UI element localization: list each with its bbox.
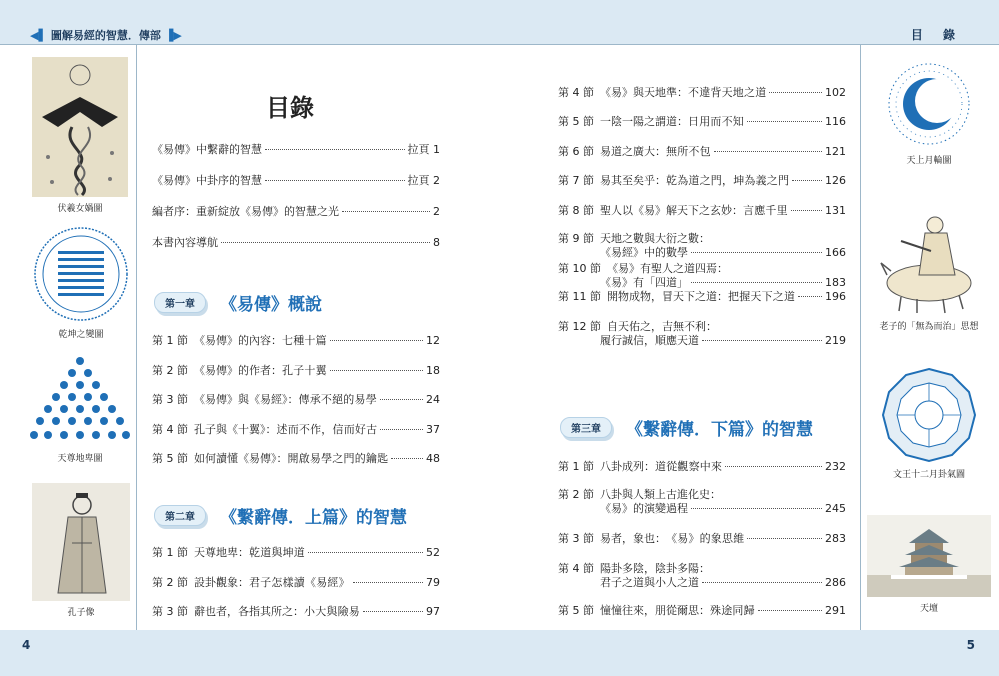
section-title: 憧憧往來，朋從爾思： <box>600 604 710 617</box>
toc-section[interactable] <box>152 452 440 466</box>
section-title: 易其至矣乎： <box>600 174 666 187</box>
section-number: 第 2 節 <box>152 364 188 377</box>
section-number: 第 2 節 <box>152 576 188 589</box>
leader-dots <box>714 151 822 152</box>
page-ref: 286 <box>825 576 846 589</box>
section-title: 開物成物，冒天下之道： <box>607 290 728 303</box>
section-subtitle: 七種十篇 <box>282 334 327 347</box>
caption-fuxi-nuwa: 伏羲女媧圖 <box>57 204 103 214</box>
section-title: 目 錄 <box>910 28 963 42</box>
section-number: 第 1 節 <box>152 546 188 559</box>
book-title-text: 圖解易經的智慧．傳部 <box>50 29 161 42</box>
toc-section[interactable] <box>152 605 440 619</box>
page-ref: 121 <box>825 145 846 158</box>
toc-section[interactable] <box>152 546 440 560</box>
section-number: 第 4 節 <box>152 423 188 436</box>
heaven-earth-triangle-icon <box>28 353 132 447</box>
page-ref: 196 <box>825 290 846 303</box>
fuxi-nuwa-image-icon <box>32 57 128 197</box>
section-title-line2: 履行誠信，順應天道 <box>600 334 699 347</box>
footer-band <box>0 630 999 676</box>
section-number: 第 5 節 <box>152 452 188 465</box>
section-title: 一陰一陽之謂道： <box>600 115 688 128</box>
section-number: 第 1 節 <box>152 334 188 347</box>
leader-dots <box>691 508 822 509</box>
section-subtitle: 君子怎樣讀《易經》 <box>249 576 350 589</box>
temple-of-heaven-photo-icon <box>867 515 991 597</box>
section-title: 《易》與天地準： <box>600 86 688 99</box>
page-ref: 291 <box>825 604 846 617</box>
toc-item[interactable]: 編者序：重新綻放《易傳》的智慧之光 2 <box>152 205 440 218</box>
toc-section[interactable] <box>558 86 846 100</box>
moon-diagram-icon <box>879 59 979 149</box>
header-rule <box>0 44 999 45</box>
section-title: 孔子與《十翼》： <box>194 423 277 436</box>
page-ref: 283 <box>825 532 846 545</box>
page-ref: 232 <box>825 460 846 473</box>
page-ref: 131 <box>825 204 846 217</box>
toc-section[interactable] <box>558 174 846 188</box>
toc-section[interactable] <box>558 232 846 260</box>
section-number: 第 3 節 <box>152 605 188 618</box>
section-subtitle: 不違背天地之道 <box>688 86 767 99</box>
section-number: 第 10 節 <box>558 262 601 275</box>
page-ref: 12 <box>426 334 440 347</box>
section-title: 天尊地卑： <box>194 546 249 559</box>
page-ref: 79 <box>426 576 440 589</box>
section-subtitle: 道從觀察中來 <box>655 460 723 473</box>
caption-temple: 天壇 <box>919 604 938 614</box>
section-title: 陽卦多陰，陰卦多陽： <box>600 562 710 575</box>
page-ref: 183 <box>825 276 846 289</box>
page-ref: 245 <box>825 502 846 515</box>
section-title: 聖人以《易》解天下之玄妙： <box>600 204 743 217</box>
leader-dots <box>691 252 822 253</box>
section-number: 第 2 節 <box>558 488 594 501</box>
leader-dots <box>330 370 423 371</box>
section-number: 第 8 節 <box>558 204 594 217</box>
page-ref: 219 <box>825 334 846 347</box>
section-title: 易者，象也： <box>600 532 666 545</box>
qiankun-diagram-icon <box>32 225 130 323</box>
figure-qiankun <box>32 225 130 340</box>
figure-moon <box>879 59 979 166</box>
leader-dots <box>330 340 423 341</box>
leader-dots <box>758 610 822 611</box>
leader-dots <box>380 399 423 400</box>
section-title: 《易傳》與《易經》： <box>194 393 299 406</box>
caption-confucius: 孔子像 <box>67 608 95 618</box>
toc-item[interactable]: 本書內容導航 8 <box>152 236 440 249</box>
chapter-badge: 第二章 <box>154 505 206 526</box>
chapter-heading-3[interactable] <box>560 415 813 440</box>
figure-temple <box>867 515 991 614</box>
leader-dots <box>747 538 822 539</box>
page-ref: 97 <box>426 605 440 618</box>
section-title: 《易》有聖人之道四焉： <box>607 262 728 275</box>
wenwang-dodecagon-icon <box>881 367 977 463</box>
leader-dots <box>691 282 822 283</box>
chapter-heading-1[interactable] <box>154 290 322 315</box>
section-number: 第 1 節 <box>558 460 594 473</box>
toc-section[interactable] <box>152 393 440 407</box>
toc-section[interactable] <box>152 364 440 378</box>
section-subtitle: 傳承不絕的易學 <box>298 393 377 406</box>
laozi-ox-image-icon <box>871 205 987 315</box>
figure-laozi <box>871 205 987 332</box>
toc-section[interactable] <box>558 460 846 474</box>
toc-section[interactable] <box>558 115 846 129</box>
toc-section[interactable] <box>152 576 440 590</box>
caption-wenwang: 文王十二月卦氣圖 <box>892 470 965 480</box>
left-sidebar <box>0 45 137 630</box>
section-subtitle: 無所不包 <box>666 145 711 158</box>
caption-qiankun: 乾坤之變圖 <box>58 330 104 340</box>
section-title: 八卦成列： <box>600 460 655 473</box>
page-title: 目錄 <box>266 93 314 122</box>
leader-dots <box>798 296 822 297</box>
page-number-right: 5 <box>966 638 975 652</box>
book-title <box>30 27 182 43</box>
chapter-title: 《繫辭傳．上篇》的智慧 <box>220 508 407 528</box>
section-subtitle: 述而不作，信而好古 <box>276 423 378 436</box>
toc-section[interactable] <box>558 562 846 590</box>
leader-dots <box>791 210 822 211</box>
page-ref: 24 <box>426 393 440 406</box>
page-ref: 126 <box>825 174 846 187</box>
page-ref: 37 <box>426 423 440 436</box>
figure-confucius <box>32 483 130 618</box>
leader-dots <box>769 92 822 93</box>
toc-section[interactable] <box>558 488 846 516</box>
leader-dots <box>702 582 822 583</box>
section-title: 辭也者，各指其所之： <box>194 605 304 618</box>
section-number: 第 5 節 <box>558 115 594 128</box>
section-title-line2: 《易》有「四道」 <box>600 276 688 289</box>
right-sidebar <box>860 45 997 630</box>
section-subtitle: 把握天下之道 <box>728 290 796 303</box>
section-subtitle: 乾為道之門，坤為義之門 <box>666 174 790 187</box>
section-subtitle: 言應千里 <box>743 204 788 217</box>
leader-dots <box>792 180 822 181</box>
section-number: 第 3 節 <box>558 532 594 545</box>
page-ref: 52 <box>426 546 440 559</box>
section-title-line2: 《易》的演變過程 <box>600 502 688 515</box>
figure-fuxi-nuwa <box>32 57 128 214</box>
section-subtitle: 殊途同歸 <box>710 604 755 617</box>
section-number: 第 4 節 <box>558 86 594 99</box>
toc-section[interactable] <box>152 423 440 437</box>
page-ref: 48 <box>426 452 440 465</box>
toc-section[interactable] <box>152 334 440 348</box>
confucius-portrait-icon <box>32 483 130 601</box>
section-number: 第 6 節 <box>558 145 594 158</box>
toc-section[interactable] <box>558 204 846 218</box>
chapter-title: 《易傳》概說 <box>220 295 322 315</box>
section-number: 第 9 節 <box>558 232 594 245</box>
leader-dots <box>702 340 822 341</box>
section-title-line2: 君子之道與小人之道 <box>600 576 699 589</box>
page-ref: 102 <box>825 86 846 99</box>
leader-dots <box>747 121 822 122</box>
section-title: 八卦與人類上古進化史： <box>600 488 721 501</box>
toc-section[interactable] <box>558 290 846 304</box>
toc-section[interactable] <box>558 320 846 348</box>
toc-section[interactable] <box>558 145 846 159</box>
section-number: 第 5 節 <box>558 604 594 617</box>
caption-heaven-earth: 天尊地卑圖 <box>57 454 103 464</box>
leader-dots <box>391 458 423 459</box>
section-title: 設卦觀象： <box>194 576 249 589</box>
toc-section[interactable] <box>558 262 846 290</box>
page-ref: 116 <box>825 115 846 128</box>
chapter-badge: 第三章 <box>560 417 612 438</box>
section-title: 天地之數與大衍之數： <box>600 232 710 245</box>
bracket-left-icon: ◀▌ <box>30 28 47 42</box>
section-number: 第 4 節 <box>558 562 594 575</box>
section-subtitle: 《易》的象思維 <box>666 532 745 545</box>
section-title: 易道之廣大： <box>600 145 666 158</box>
section-subtitle: 小大與險易 <box>304 605 360 618</box>
section-subtitle: 開啟易學之門的鑰匙 <box>287 452 389 465</box>
toc-item[interactable]: 《易傳》中卦序的智慧 拉頁 2 <box>152 174 440 187</box>
section-title-line2: 《易經》中的數學 <box>600 246 688 259</box>
leader-dots <box>308 552 423 553</box>
bracket-right-icon: ▐▶ <box>164 28 182 42</box>
section-number: 第 7 節 <box>558 174 594 187</box>
chapter-title: 《繫辭傳．下篇》的智慧 <box>626 420 813 440</box>
section-title: 如何讀懂《易傳》： <box>194 452 288 465</box>
figure-wenwang <box>881 367 977 480</box>
page-ref: 166 <box>825 246 846 259</box>
section-number: 第 12 節 <box>558 320 601 333</box>
section-subtitle: 日用而不知 <box>688 115 744 128</box>
page-ref: 18 <box>426 364 440 377</box>
caption-moon: 天上月輪圖 <box>906 156 952 166</box>
section-title: 《易傳》的作者： <box>194 364 282 377</box>
leader-dots <box>725 466 822 467</box>
section-number: 第 3 節 <box>152 393 188 406</box>
section-title: 自天佑之，吉無不利： <box>607 320 717 333</box>
caption-laozi: 老子的「無為而治」思想 <box>879 322 979 332</box>
section-subtitle: 乾道與坤道 <box>249 546 305 559</box>
leader-dots <box>353 582 423 583</box>
toc-section[interactable] <box>558 604 846 618</box>
chapter-heading-2[interactable] <box>154 503 407 528</box>
figure-heaven-earth <box>28 353 132 464</box>
section-number: 第 11 節 <box>558 290 601 303</box>
leader-dots <box>363 611 423 612</box>
section-subtitle: 孔子十翼 <box>282 364 327 377</box>
chapter-badge: 第一章 <box>154 292 206 313</box>
section-title: 《易傳》的內容： <box>194 334 282 347</box>
toc-item[interactable]: 《易傳》中繫辭的智慧 拉頁 1 <box>152 143 440 156</box>
leader-dots <box>380 429 423 430</box>
page-number-left: 4 <box>22 638 31 652</box>
toc-section[interactable] <box>558 532 846 546</box>
